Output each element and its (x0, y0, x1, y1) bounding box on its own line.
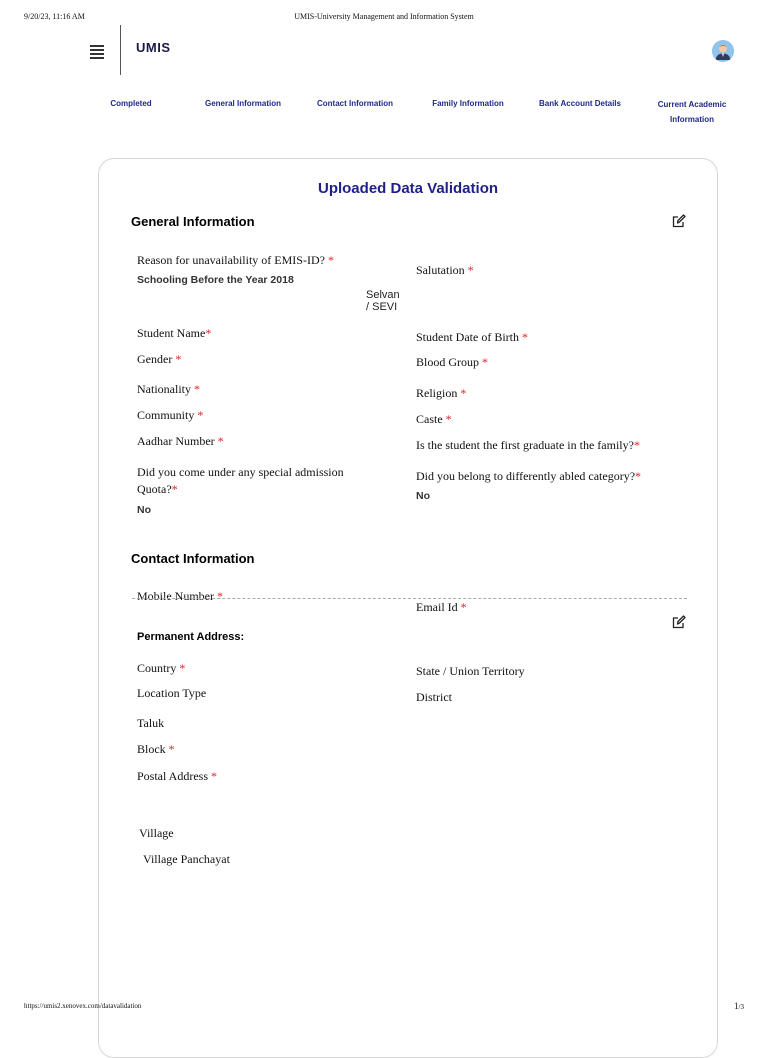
religion-label: Religion * (416, 386, 467, 400)
validation-card (98, 158, 718, 1058)
aadhar-label: Aadhar Number * (137, 434, 224, 448)
special-quota-label-line2: Quota?* (137, 482, 178, 496)
edit-general-icon[interactable] (672, 214, 686, 228)
print-datetime: 9/20/23, 11:16 AM (24, 12, 85, 21)
postal-address-label: Postal Address * (137, 769, 218, 783)
app-title: UMIS (136, 40, 171, 55)
tab-current-academic-information[interactable]: Current Academic Information (657, 100, 727, 124)
edit-contact-icon[interactable] (672, 615, 686, 629)
village-panchayat-label: Village Panchayat (143, 852, 230, 866)
country-label: Country * (137, 661, 186, 675)
print-page-number: 1/3 (734, 1001, 744, 1011)
tab-completed[interactable]: Completed (110, 99, 152, 108)
special-quota-label-line1: Did you come under any special admission (137, 465, 344, 479)
email-label: Email Id * (416, 600, 467, 614)
caste-label: Caste * (416, 412, 452, 426)
differently-abled-value: No (416, 490, 430, 502)
user-avatar-icon[interactable] (712, 40, 734, 62)
tab-general-information[interactable]: General Information (204, 99, 281, 108)
print-url: https://umis2.xenovex.com/datavalidation (24, 1002, 142, 1010)
gender-label: Gender * (137, 352, 182, 366)
special-quota-value: No (137, 504, 151, 516)
mobile-label: Mobile Number * (137, 589, 223, 603)
dob-label: Student Date of Birth * (416, 330, 528, 344)
first-graduate-label: Is the student the first graduate in the family?* (416, 438, 640, 452)
state-label: State / Union Territory (416, 664, 525, 678)
reason-value: Schooling Before the Year 2018 (137, 274, 294, 286)
menu-icon[interactable] (90, 45, 104, 61)
permanent-address-title: Permanent Address: (137, 631, 245, 643)
blood-group-label: Blood Group * (416, 355, 488, 369)
community-label: Community * (137, 408, 204, 422)
block-label: Block * (137, 742, 175, 756)
print-page-title: UMIS-University Management and Information System (294, 12, 474, 21)
salutation-label: Salutation * (416, 263, 474, 277)
tab-family-information[interactable]: Family Information (432, 99, 504, 108)
tab-contact-information[interactable]: Contact Information (317, 99, 393, 108)
contact-section-title: Contact Information (131, 551, 255, 566)
general-section-title: General Information (131, 214, 255, 229)
card-title: Uploaded Data Validation (317, 180, 499, 197)
differently-abled-label: Did you belong to differently abled category?* (416, 469, 642, 483)
village-label: Village (139, 826, 174, 840)
nationality-label: Nationality * (137, 382, 200, 396)
salutation-value-line2: / SEVI (366, 301, 398, 313)
reason-label: Reason for unavailability of EMIS-ID? * (137, 253, 334, 267)
taluk-label: Taluk (137, 716, 165, 730)
mobile-divider (132, 598, 687, 599)
tab-bank-account-details[interactable]: Bank Account Details (539, 99, 621, 108)
location-type-label: Location Type (137, 686, 207, 700)
salutation-value-line1: Selvan (366, 289, 400, 301)
student-name-label: Student Name* (137, 326, 212, 340)
district-label: District (416, 690, 452, 704)
header-divider (120, 25, 121, 75)
